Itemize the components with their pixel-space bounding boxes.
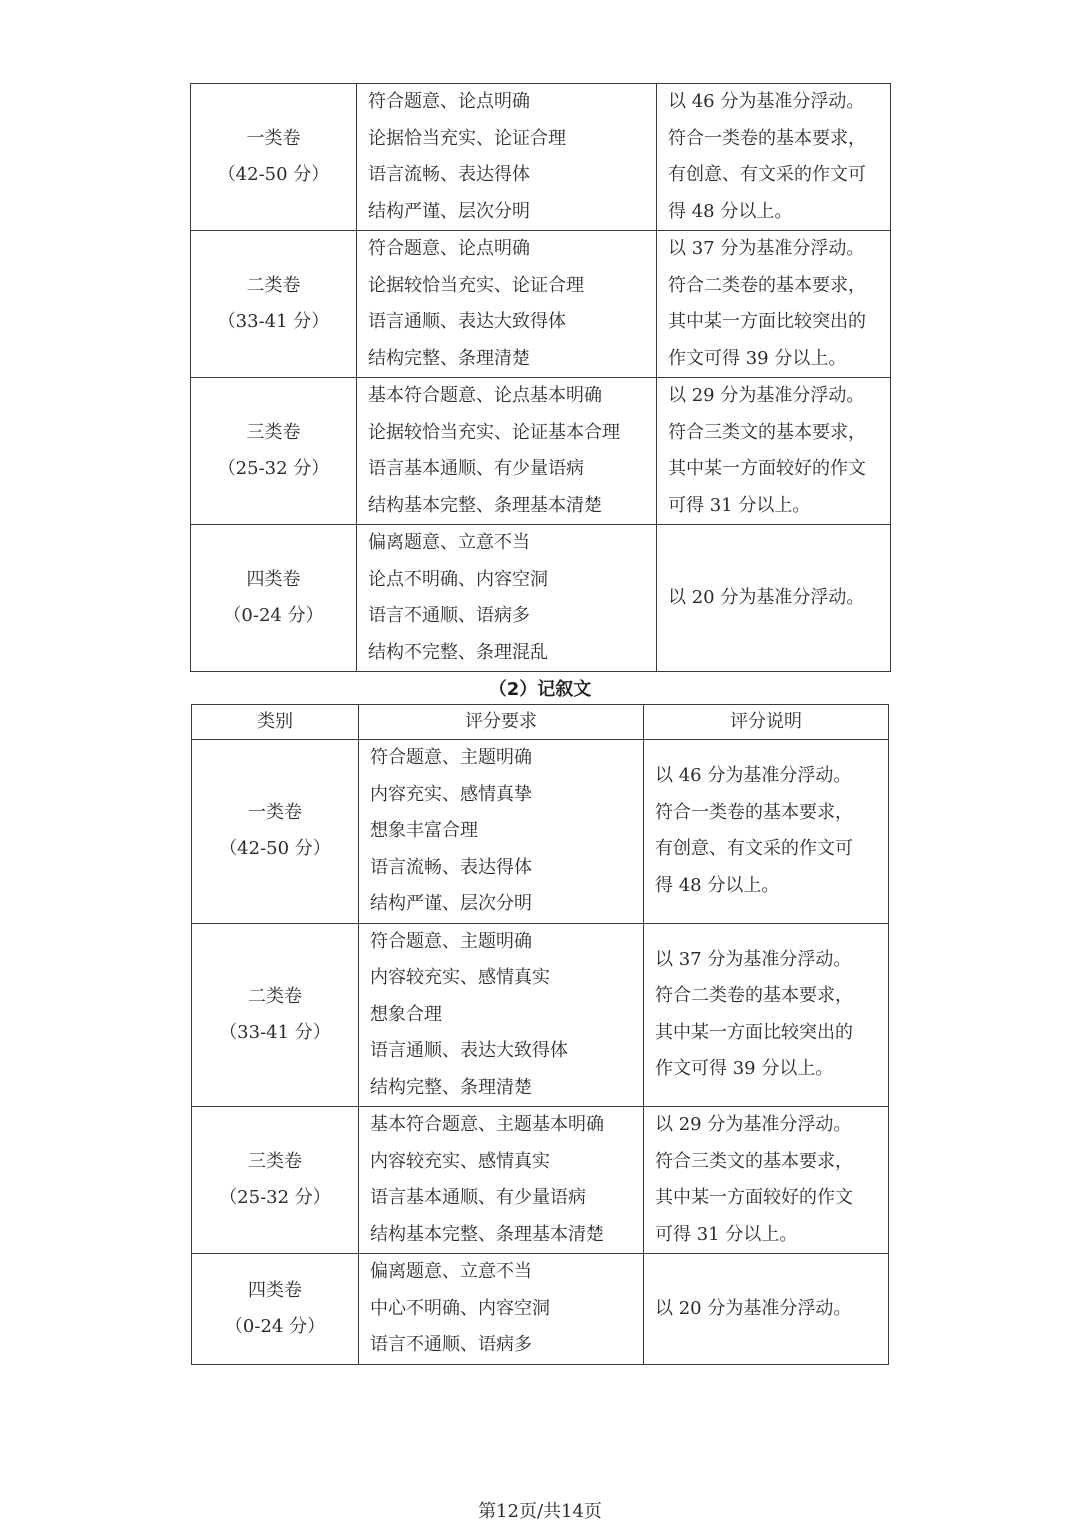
description-line: 符合一类卷的基本要求， xyxy=(655,801,853,823)
page-number: 第12页/共14页 xyxy=(478,1501,602,1522)
score-range: （33-41 分） xyxy=(219,1021,331,1043)
description-line: 以 20 分为基准分浮动。 xyxy=(655,1297,852,1319)
category-cell xyxy=(191,378,357,525)
requirement-line: 想象丰富合理 xyxy=(370,820,478,841)
requirements-cell xyxy=(359,740,644,924)
category-cell xyxy=(191,525,357,672)
requirement-line: 结构严谨、层次分明 xyxy=(370,893,532,914)
category-cell xyxy=(192,740,359,924)
category-name: 二类卷 xyxy=(248,985,302,1007)
description-line: 符合一类卷的基本要求， xyxy=(668,127,866,149)
category-cell xyxy=(191,231,357,378)
section-title: （2）记叙文 xyxy=(488,679,592,700)
requirement-line: 符合题意、主题明确 xyxy=(370,930,532,952)
requirement-line: 符合题意、论点明确 xyxy=(368,91,530,112)
category-cell xyxy=(192,923,359,1107)
category-name: 四类卷 xyxy=(246,569,301,590)
description-line: 其中某一方面较好的作文 xyxy=(668,458,866,479)
requirement-line: 基本符合题意、主题基本明确 xyxy=(370,1114,604,1135)
header-requirements: 评分要求 xyxy=(359,705,644,740)
category-name: 一类卷 xyxy=(246,128,301,149)
category-name: 二类卷 xyxy=(246,275,301,296)
requirement-line: 论点不明确、内容空洞 xyxy=(368,568,548,590)
table-row xyxy=(192,1254,889,1365)
table-row xyxy=(191,525,891,672)
category-name: 四类卷 xyxy=(248,1279,302,1301)
requirements-cell xyxy=(359,1254,644,1365)
score-range: （25-32 分） xyxy=(219,1187,331,1208)
requirement-line: 语言基本通顺、有少量语病 xyxy=(370,1187,586,1208)
description-line: 以 29 分为基准分浮动。 xyxy=(655,1114,852,1135)
category-name: 三类卷 xyxy=(248,1151,302,1172)
requirement-line: 语言流畅、表达得体 xyxy=(370,856,532,878)
requirement-line: 内容充实、感情真挚 xyxy=(370,783,532,805)
requirement-line: 结构严谨、层次分明 xyxy=(368,200,530,222)
description-cell xyxy=(644,1254,889,1365)
requirements-cell xyxy=(357,525,657,672)
description-cell xyxy=(657,231,891,378)
description-line: 符合三类文的基本要求， xyxy=(655,1150,853,1172)
requirement-line: 结构基本完整、条理基本清楚 xyxy=(368,494,602,516)
requirements-cell xyxy=(357,84,657,231)
description-line: 符合二类卷的基本要求， xyxy=(668,274,866,296)
requirements-cell xyxy=(357,231,657,378)
argumentative-grading-table xyxy=(190,83,891,672)
description-cell xyxy=(657,378,891,525)
description-line: 得 48 分以上。 xyxy=(668,200,793,222)
requirement-line: 结构基本完整、条理基本清楚 xyxy=(370,1223,604,1245)
requirement-line: 语言流畅、表达得体 xyxy=(368,164,530,185)
requirement-line: 符合题意、主题明确 xyxy=(370,747,532,768)
description-cell xyxy=(657,525,891,672)
category-cell xyxy=(191,84,357,231)
requirement-line: 结构完整、条理清楚 xyxy=(370,1076,532,1098)
score-range: （0-24 分） xyxy=(223,605,324,626)
category-name: 一类卷 xyxy=(248,802,302,824)
description-line: 以 37 分为基准分浮动。 xyxy=(655,948,852,970)
requirement-line: 偏离题意、立意不当 xyxy=(368,532,530,553)
table-row xyxy=(192,1107,889,1254)
score-range: （0-24 分） xyxy=(224,1315,326,1337)
requirements-cell xyxy=(359,1107,644,1254)
description-line: 有创意、有文采的作文可 xyxy=(655,838,853,860)
table-row xyxy=(192,923,889,1107)
category-name: 三类卷 xyxy=(246,422,301,443)
requirement-line: 语言基本通顺、有少量语病 xyxy=(368,458,584,479)
description-line: 以 29 分为基准分浮动。 xyxy=(668,385,865,406)
header-category: 类别 xyxy=(192,705,359,740)
description-line: 符合二类卷的基本要求， xyxy=(655,985,853,1007)
description-line: 作文可得 39 分以上。 xyxy=(655,1058,834,1080)
table-row xyxy=(191,84,891,231)
requirement-line: 内容较充实、感情真实 xyxy=(370,1150,550,1172)
score-range: （42-50 分） xyxy=(219,838,331,860)
table-row xyxy=(191,231,891,378)
requirement-line: 语言不通顺、语病多 xyxy=(370,1334,532,1355)
description-line: 符合三类文的基本要求， xyxy=(668,421,866,443)
table-header-row xyxy=(192,705,889,740)
description-line: 可得 31 分以上。 xyxy=(668,494,811,516)
description-line: 以 37 分为基准分浮动。 xyxy=(668,238,865,259)
score-range: （25-32 分） xyxy=(217,458,330,479)
requirement-line: 想象合理 xyxy=(370,1003,442,1025)
table-row xyxy=(192,740,889,924)
requirement-line: 语言不通顺、语病多 xyxy=(368,605,530,626)
table-row xyxy=(191,378,891,525)
score-range: （33-41 分） xyxy=(217,311,330,332)
description-line: 得 48 分以上。 xyxy=(655,874,780,896)
requirement-line: 中心不明确、内容空洞 xyxy=(370,1297,550,1319)
description-cell xyxy=(644,740,889,924)
description-line: 作文可得 39 分以上。 xyxy=(668,347,847,369)
description-line: 可得 31 分以上。 xyxy=(655,1223,798,1245)
requirement-line: 论据较恰当充实、论证合理 xyxy=(368,274,584,296)
requirement-line: 偏离题意、立意不当 xyxy=(370,1261,532,1282)
requirement-line: 内容较充实、感情真实 xyxy=(370,967,550,988)
description-line: 其中某一方面比较突出的 xyxy=(655,1021,853,1043)
description-cell xyxy=(644,923,889,1107)
requirement-line: 结构完整、条理清楚 xyxy=(368,347,530,369)
description-cell xyxy=(657,84,891,231)
description-line: 有创意、有文采的作文可 xyxy=(668,164,866,185)
requirement-line: 论据恰当充实、论证合理 xyxy=(368,127,566,149)
description-line: 以 20 分为基准分浮动。 xyxy=(668,586,865,608)
description-line: 其中某一方面较好的作文 xyxy=(655,1187,853,1208)
requirements-cell xyxy=(357,378,657,525)
requirement-line: 论据较恰当充实、论证基本合理 xyxy=(368,421,620,443)
requirements-cell xyxy=(359,923,644,1107)
requirement-line: 语言通顺、表达大致得体 xyxy=(370,1040,568,1061)
header-description: 评分说明 xyxy=(644,705,889,740)
description-cell xyxy=(644,1107,889,1254)
requirement-line: 语言通顺、表达大致得体 xyxy=(368,311,566,332)
score-range: （42-50 分） xyxy=(217,164,330,185)
category-cell xyxy=(192,1254,359,1365)
requirement-line: 符合题意、论点明确 xyxy=(368,238,530,259)
requirement-line: 结构不完整、条理混乱 xyxy=(368,641,548,663)
description-line: 以 46 分为基准分浮动。 xyxy=(668,91,865,112)
category-cell xyxy=(192,1107,359,1254)
requirement-line: 基本符合题意、论点基本明确 xyxy=(368,385,602,406)
narrative-grading-table xyxy=(191,704,889,1365)
description-line: 以 46 分为基准分浮动。 xyxy=(655,765,852,787)
description-line: 其中某一方面比较突出的 xyxy=(668,311,866,332)
